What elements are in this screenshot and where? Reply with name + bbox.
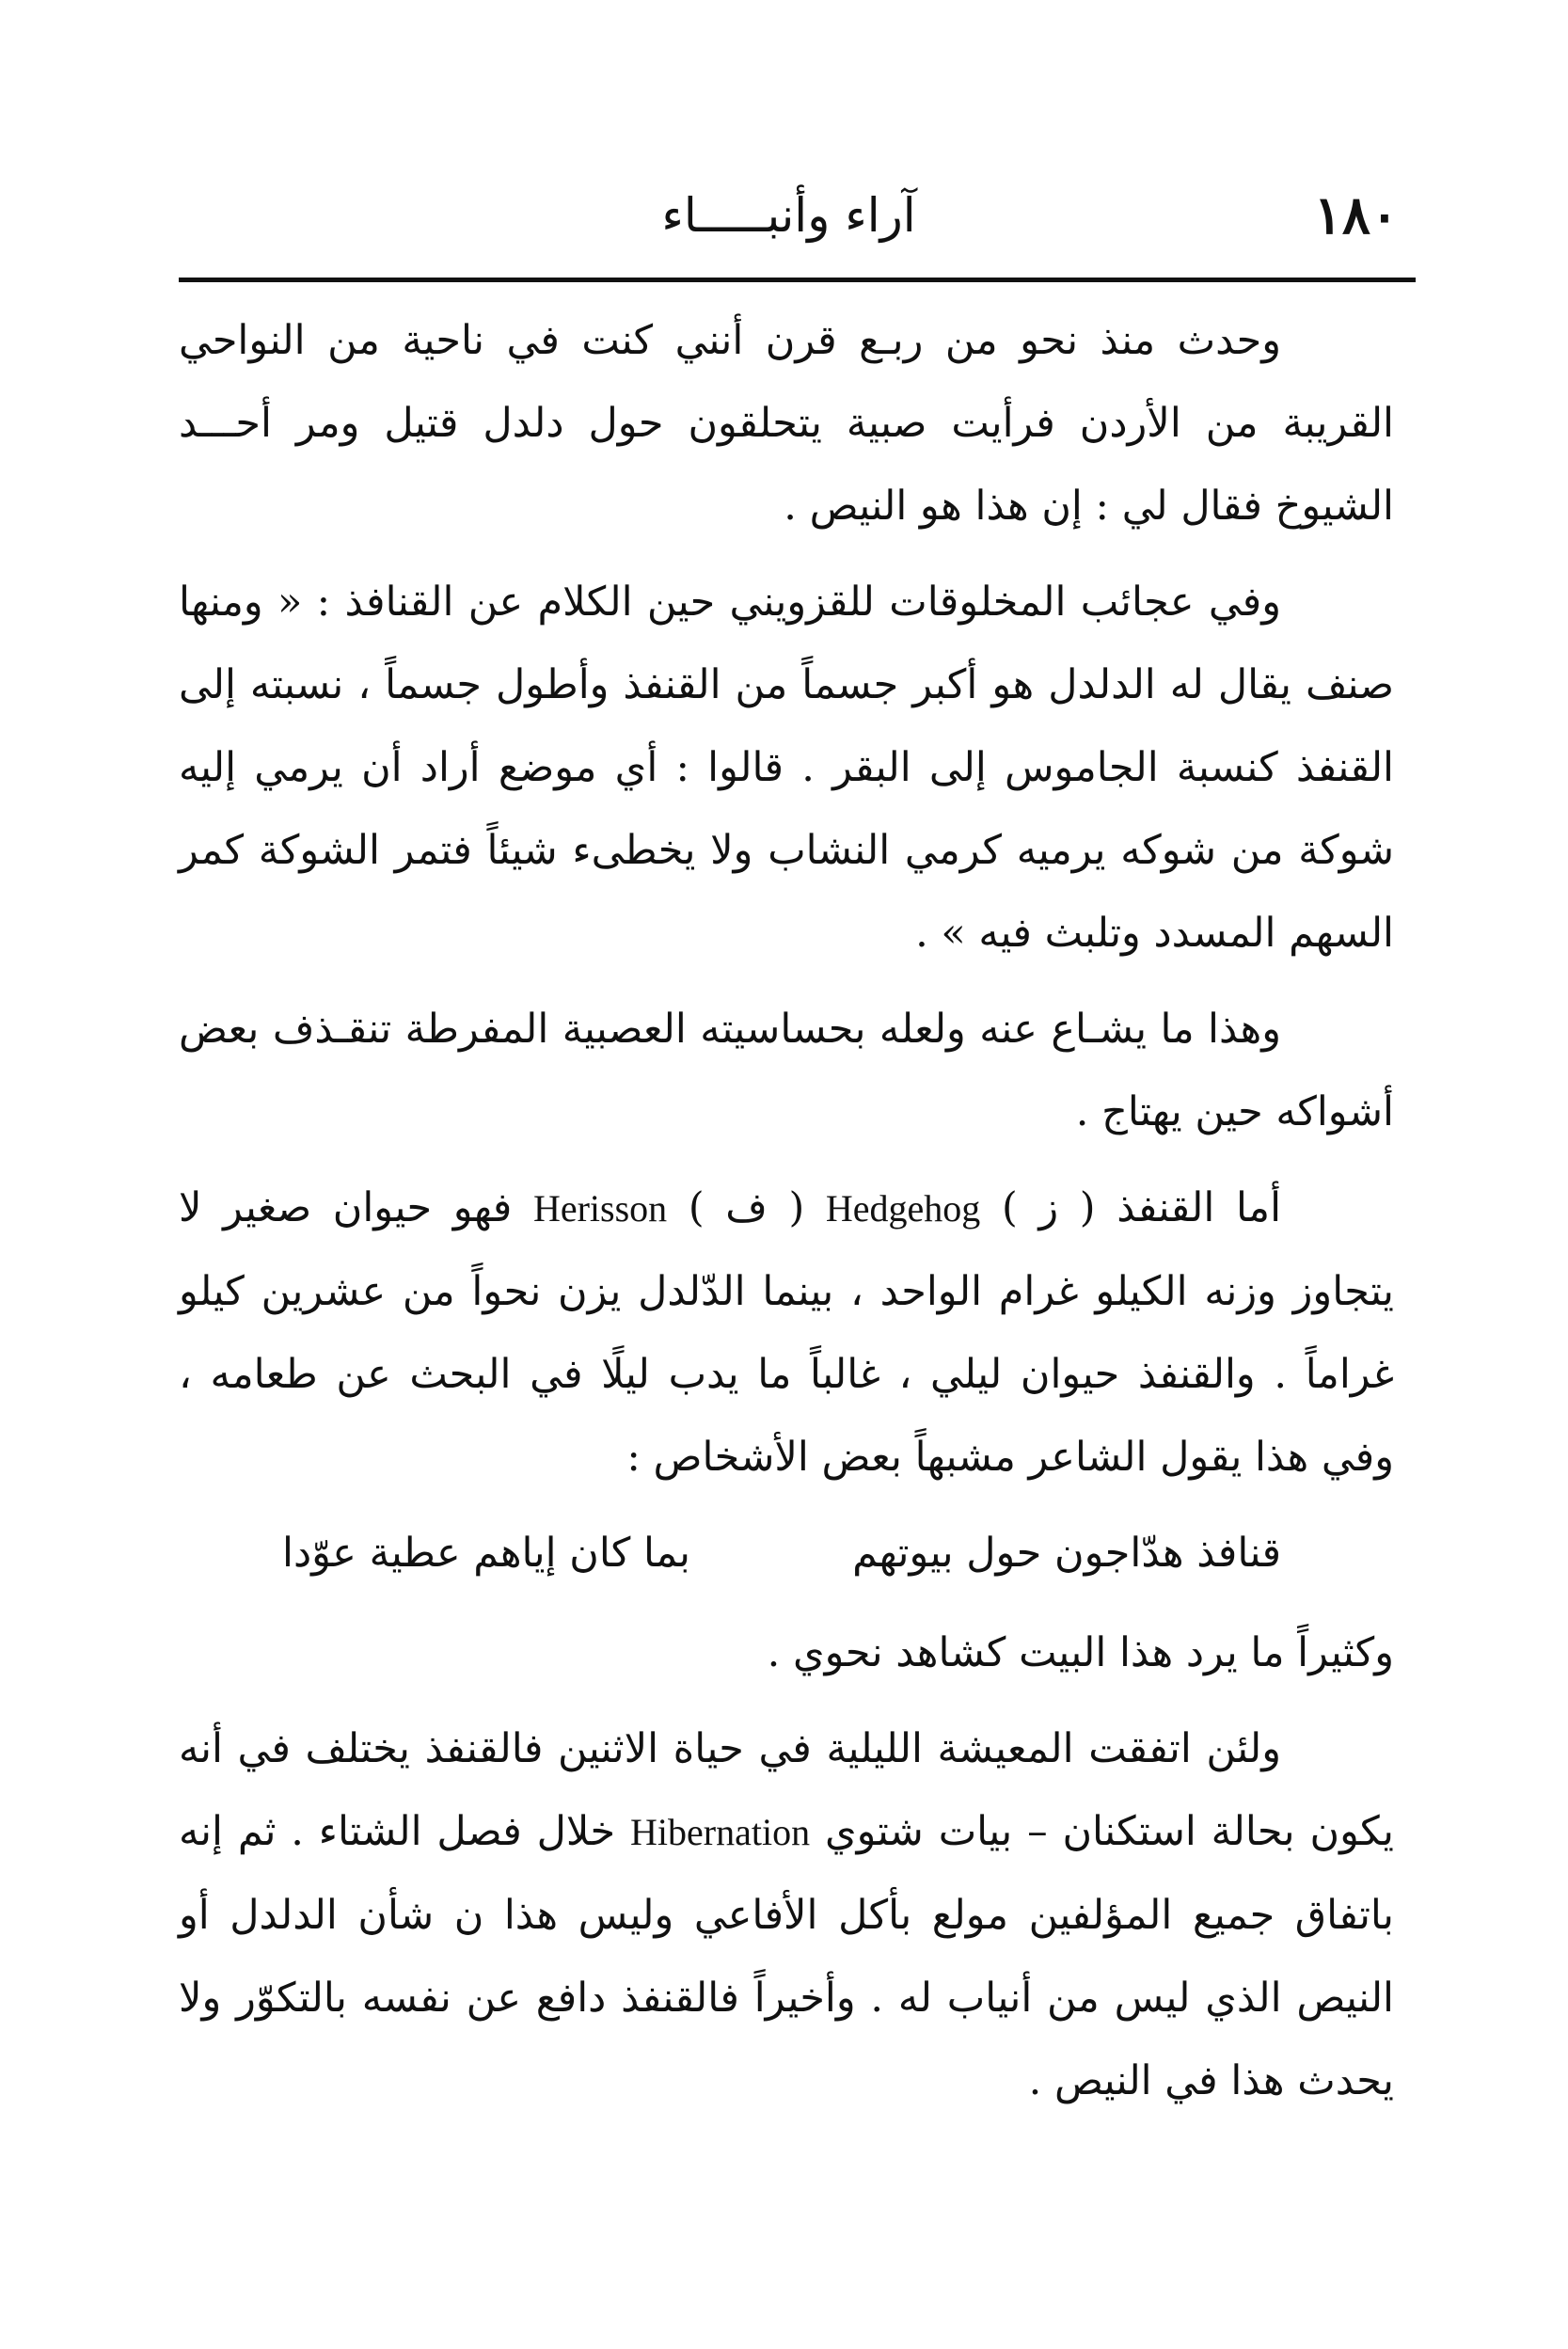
paragraph-4-text-1: أما القنفذ ( ز )	[1001, 1184, 1282, 1231]
poetry-verse	[179, 1512, 1394, 1595]
latin-term-hibernation: Hibernation	[630, 1811, 811, 1853]
paragraph-1: وحدث منذ نحو من ربـع قرن أنني كنت في ناحية من النواحي القريبة من الأردن فرأيت صبية يتحلقون حول دلدل قتيل ومر أحـــد الشيوخ فقال لي : إن هذا هو النيص .	[179, 317, 1394, 530]
page-header	[179, 179, 1399, 268]
verse-hemistich-2: بما كان إياهم عطية عوّدا	[282, 1530, 690, 1577]
paragraph-4-text-3: فهو حيوان صغير لا يتجاوز وزنه الكيلو غرام الواحد ، بينما الدّلدل يزن نحواً من عشرين كيلو غراماً . والقنفذ حيوان ليلي ، غالباً ما يدب ليلًا في البحث عن طعامه ، وفي هذا يقول الشاعر مشبهاً بعض الأشخاص :	[179, 1184, 1394, 1481]
paragraph-3: وهذا ما يشـاع عنه ولعله بحساسيته العصبية المفرطة تنقـذف بعض أشواكه حين يهتاج .	[179, 1006, 1394, 1135]
verse-hemistich-1: قنافذ هدّاجون حول بيوتهم	[852, 1530, 1281, 1577]
latin-term-herisson: Herisson	[532, 1187, 668, 1230]
paragraph-6-text-2: خلال فصل الشتاء . ثم إنه باتفاق جميع المؤلفين مولع بأكل الأفاعي وليس هذا ن شأن الدلدل أو النيص الذي ليس من أنياب له . وأخيراً فالقنفذ دافع عن نفسه بالتكوّر ولا يحدث هذا في النيص .	[179, 1808, 1394, 2104]
paragraph-6-text-1: ولئن اتفقت المعيشة الليلية في حياة الاثنين فالقنفذ يختلف في أنه يكون بحالة استكنان – بيات شتوي	[179, 1725, 1395, 1855]
paragraph-4-text-2: ( ف )	[688, 1184, 805, 1231]
paragraph-4	[179, 1167, 1394, 1499]
paragraph-2: وفي عجائب المخلوقات للقزويني حين الكلام عن القنافذ : « ومنها صنف يقال له الدلدل هو أكبر جسماً من القنفذ وأطول جسماً ، نسبته إلى القنفذ كنسبة الجاموس إلى البقر . قالوا : أي موضع أراد أن يرمي إليه شوكة من شوكه يرميه كرمي النشاب ولا يخطىء شيئاً فتمر الشوكة كمر السهم المسدد وتلبث فيه » .	[179, 579, 1394, 957]
header-rule	[179, 278, 1416, 282]
page-number: ١٨٠	[1313, 184, 1399, 246]
paragraph-5: وكثيراً ما يرد هذا البيت كشاهد نحوي .	[767, 1629, 1394, 1676]
page-body	[179, 299, 1394, 2135]
latin-term-hedgehog: Hedgehog	[825, 1187, 981, 1230]
paragraph-6	[179, 1707, 1394, 2122]
running-title: آراء وأنبـــــاء	[661, 188, 916, 243]
